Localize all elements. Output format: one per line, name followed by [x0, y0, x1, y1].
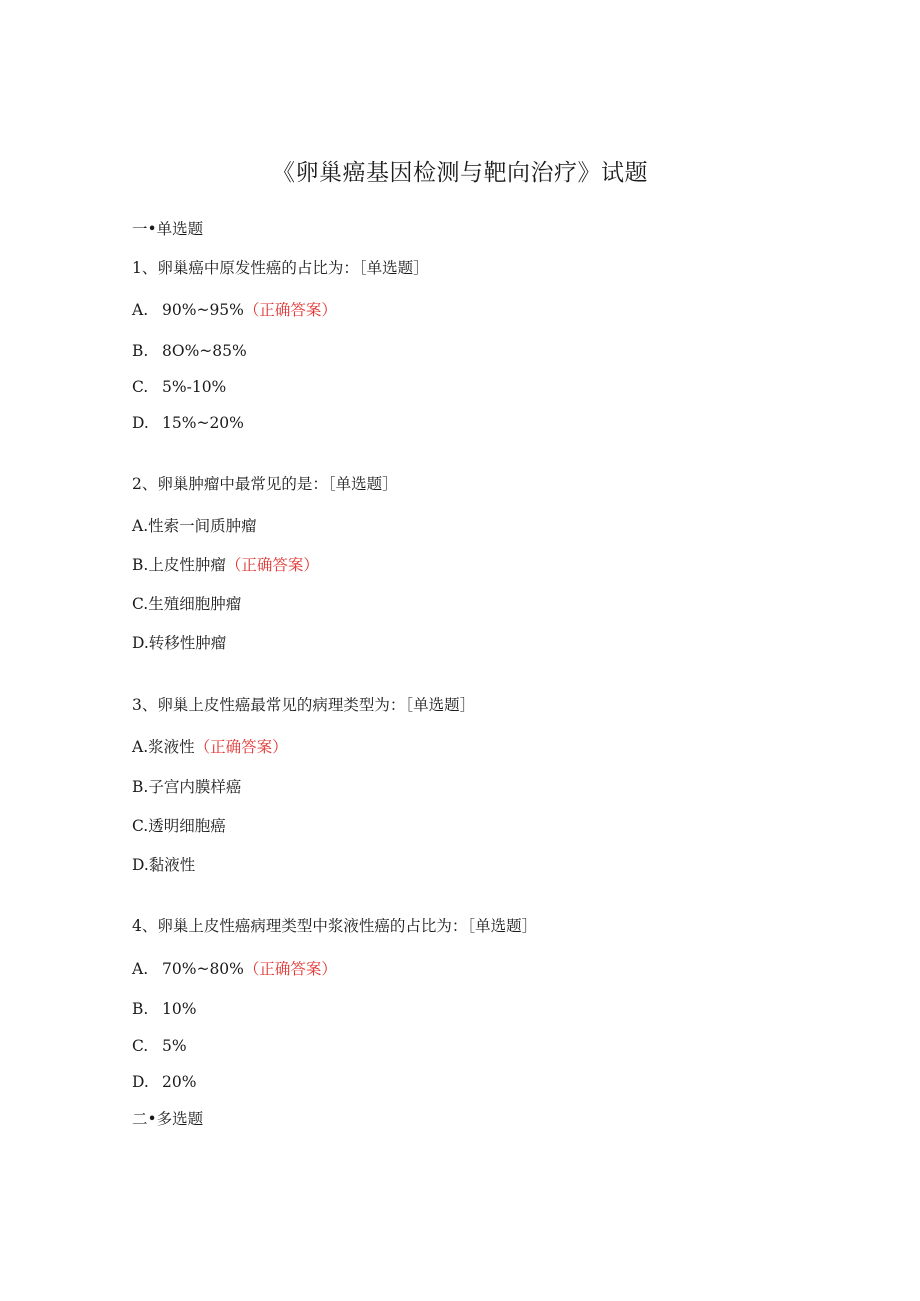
- q1-option-c-text: 5%-10%: [162, 378, 227, 396]
- q3-option-d: D.黏液性: [132, 856, 196, 874]
- q4-option-d-letter: D.: [132, 1073, 149, 1091]
- section-heading-single-choice: 一•单选题: [132, 220, 204, 238]
- q1-option-d-letter: D.: [132, 414, 149, 432]
- q4-option-b-letter: B.: [132, 1000, 149, 1018]
- q1-option-d: [132, 412, 244, 434]
- q4-option-c: [132, 1035, 187, 1057]
- q4-option-c-letter: C.: [132, 1037, 149, 1055]
- q4-option-b-text: 10%: [162, 1000, 197, 1018]
- q1-option-d-text: 15%~20%: [162, 414, 244, 432]
- question-4: 4、卵巢上皮性癌病理类型中浆液性癌的占比为：［单选题］: [132, 917, 538, 935]
- q1-option-c-letter: C.: [132, 378, 149, 396]
- q2-option-a: A.性索一间质肿瘤: [132, 517, 257, 535]
- q3-option-c: C.透明细胞癌: [132, 817, 226, 835]
- question-1: 1、卵巢癌中原发性癌的占比为：［单选题］: [132, 259, 429, 277]
- q2-option-b-text: B.上皮性肿瘤: [132, 556, 226, 574]
- q1-option-b-letter: B.: [132, 342, 149, 360]
- q4-option-c-text: 5%: [162, 1037, 187, 1055]
- q2-option-b: [132, 554, 319, 576]
- q4-option-b: [132, 998, 196, 1020]
- q1-correct-marker: （正确答案）: [243, 301, 337, 319]
- q3-option-a-text: A.浆液性: [132, 738, 195, 756]
- q4-option-d: [132, 1071, 196, 1093]
- q4-correct-marker: （正确答案）: [243, 960, 337, 978]
- page-title: 《卵巢癌基因检测与靶向治疗》试题: [272, 160, 648, 186]
- q4-option-a-text: 70%~80%: [162, 960, 244, 978]
- q4-option-d-text: 20%: [162, 1073, 197, 1091]
- q1-option-a-text: 90%~95%: [162, 301, 244, 319]
- q3-option-b: B.子宫内膜样癌: [132, 778, 242, 796]
- q1-option-a: [132, 299, 337, 321]
- question-2: 2、卵巢肿瘤中最常见的是：［单选题］: [132, 475, 398, 493]
- q4-option-a-letter: A.: [132, 960, 149, 978]
- question-3: 3、卵巢上皮性癌最常见的病理类型为：［单选题］: [132, 696, 476, 714]
- q4-option-a: [132, 958, 337, 980]
- q1-option-b-text: 8O%~85%: [162, 342, 247, 360]
- q1-option-b: [132, 340, 247, 362]
- q3-correct-marker: （正确答案）: [194, 738, 288, 756]
- q2-option-c: C.生殖细胞肿瘤: [132, 595, 242, 613]
- section-heading-multiple-choice: 二•多选题: [132, 1110, 204, 1128]
- q1-option-c: [132, 376, 226, 398]
- q2-correct-marker: （正确答案）: [225, 556, 319, 574]
- q1-option-a-letter: A.: [132, 301, 149, 319]
- q2-option-d: D.转移性肿瘤: [132, 634, 227, 652]
- q3-option-a: [132, 736, 288, 758]
